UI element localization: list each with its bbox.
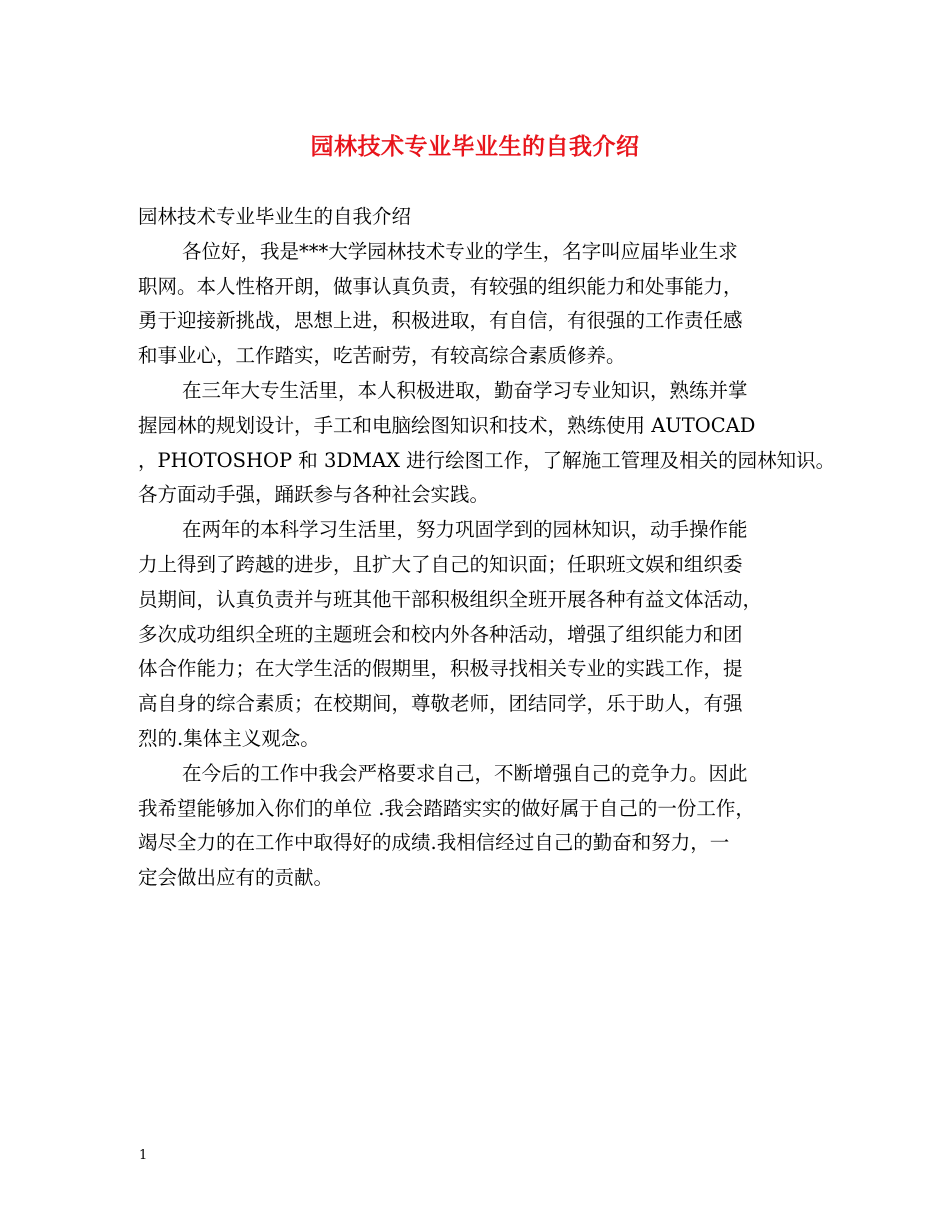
paragraph-3 bbox=[138, 513, 818, 757]
text-line: 各方面动手强，踊跃参与各种社会实践。 bbox=[138, 483, 490, 507]
text-line: 在三年大专生活里，本人积极进取，勤奋学习专业知识，熟练并掌 bbox=[182, 378, 748, 402]
text-line: 烈的.集体主义观念。 bbox=[138, 726, 320, 750]
text-line: 在今后的工作中我会严格要求自己，不断增强自己的竞争力。因此 bbox=[182, 761, 748, 785]
text-line: 勇于迎接新挑战，思想上进，积极进取，有自信，有很强的工作责任感 bbox=[138, 309, 743, 333]
page-number: 1 bbox=[139, 1148, 148, 1163]
document-body bbox=[138, 200, 836, 896]
text-line: 竭尽全力的在工作中取得好的成绩.我相信经过自己的勤奋和努力，一 bbox=[138, 831, 730, 855]
text-line: 职网。本人性格开朗，做事认真负责，有较强的组织能力和处事能力， bbox=[138, 274, 743, 298]
text-line: 多次成功组织全班的主题班会和校内外各种活动，增强了组织能力和团 bbox=[138, 622, 743, 646]
document-subtitle: 园林技术专业毕业生的自我介绍 bbox=[138, 205, 412, 228]
text-line: 员期间，认真负责并与班其他干部积极组织全班开展各种有益文体活动， bbox=[138, 587, 763, 611]
text-line: ，PHOTOSHOP 和 3DMAX 进行绘图工作，了解施工管理及相关的园林知识。 bbox=[138, 448, 836, 472]
text-line: 和事业心，工作踏实，吃苦耐劳，有较高综合素质修养。 bbox=[138, 344, 626, 368]
text-line: 高自身的综合素质；在校期间，尊敬老师，团结同学，乐于助人，有强 bbox=[138, 692, 743, 716]
text-line: 力上得到了跨越的进步，且扩大了自己的知识面；任职班文娱和组织委 bbox=[138, 552, 743, 576]
text-line: 体合作能力；在大学生活的假期里，积极寻找相关专业的实践工作，提 bbox=[138, 657, 743, 681]
paragraph-4 bbox=[138, 757, 818, 896]
text-line: 在两年的本科学习生活里，努力巩固学到的园林知识，动手操作能 bbox=[182, 518, 748, 542]
document-title: 园林技术专业毕业生的自我介绍 bbox=[310, 133, 640, 160]
text-line: 各位好，我是***大学园林技术专业的学生，名字叫应届毕业生求 bbox=[182, 239, 738, 263]
text-line: 我希望能够加入你们的单位 .我会踏踏实实的做好属于自己的一份工作， bbox=[138, 796, 755, 820]
paragraph-2 bbox=[138, 374, 836, 513]
paragraph-1 bbox=[138, 235, 818, 374]
text-line: 握园林的规划设计，手工和电脑绘图知识和技术，熟练使用 AUTOCAD bbox=[138, 413, 756, 437]
text-line: 定会做出应有的贡献。 bbox=[138, 866, 334, 890]
